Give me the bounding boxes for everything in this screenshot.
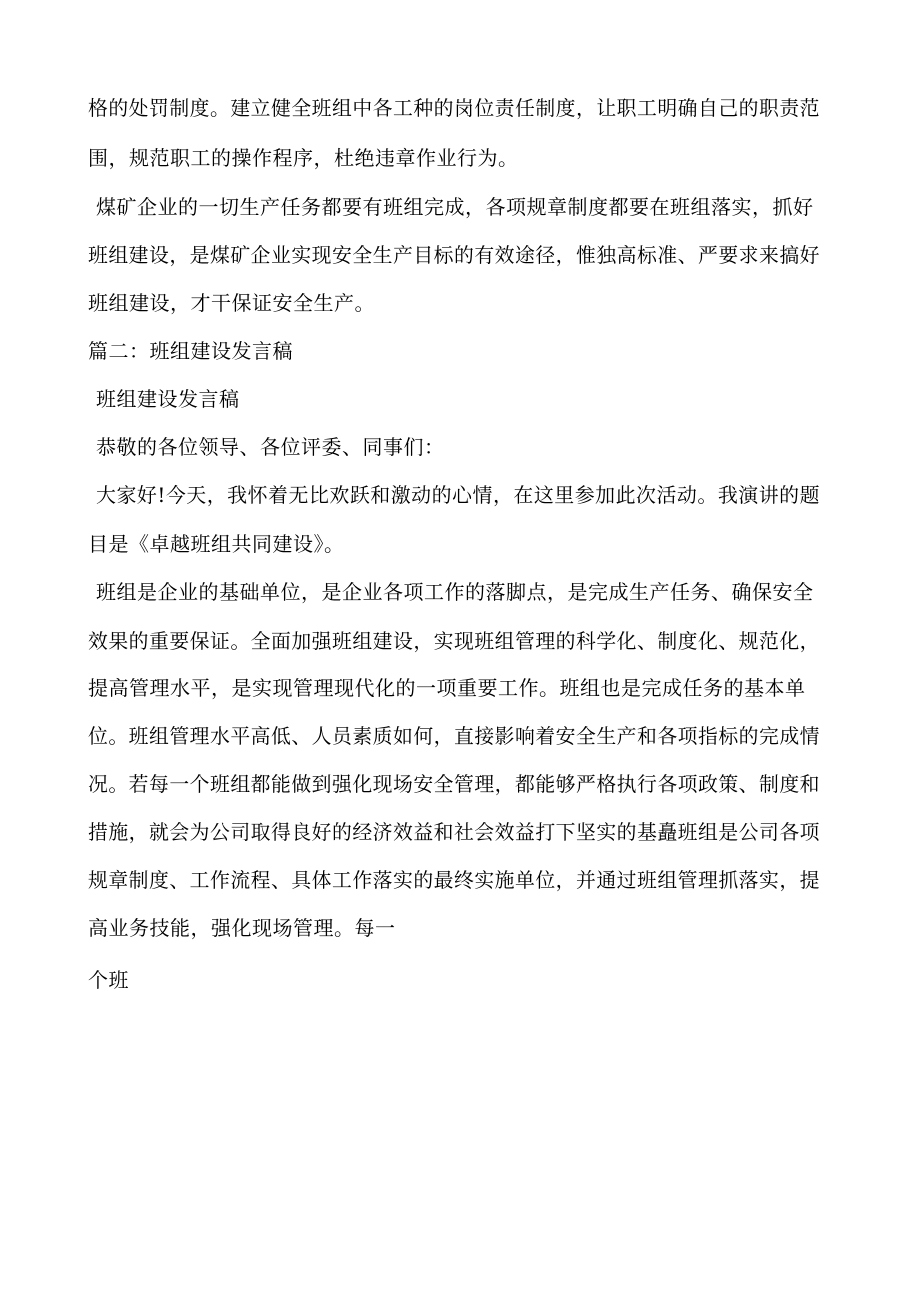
text-line: 围，规范职工的操作程序，杜绝违章作业行为。 xyxy=(88,146,519,170)
section-heading: 篇二：班组建设发言稿 xyxy=(88,339,293,363)
text-line: 提高管理水平，是实现管理现代化的一项重要工作。班组也是完成任务的基本单 xyxy=(88,676,806,700)
text-line: 个班 xyxy=(88,968,129,992)
text-line: 高业务技能，强化现场管理。每一 xyxy=(88,916,396,940)
text-line: 大家好!今天，我怀着无比欢跃和激动的心情，在这里参加此次活动。我演讲的题 xyxy=(96,483,821,507)
text-line: 规章制度、工作流程、具体工作落实的最终实施单位，并通过班组管理抓落实，提 xyxy=(88,868,820,892)
text-line: 况。若每一个班组都能做到强化现场安全管理，都能够严格执行各项政策、制度和 xyxy=(88,772,820,796)
salutation: 恭敬的各位领导、各位评委、同事们： xyxy=(96,435,445,459)
text-line: 目是《卓越班组共同建设》。 xyxy=(88,532,345,556)
text-line: 班组建设，才干保证安全生产。 xyxy=(88,291,375,315)
speech-title: 班组建设发言稿 xyxy=(96,387,240,411)
text-line: 效果的重要保证。全面加强班组建设，实现班组管理的科学化、制度化、规范化， xyxy=(88,629,820,653)
text-line: 班组建设，是煤矿企业实现安全生产目标的有效途径，惟独高标准、严要求来搞好 xyxy=(88,243,820,267)
text-line: 班组是企业的基础单位，是企业各项工作的落脚点，是完成生产任务、确保安全 xyxy=(96,580,814,604)
text-line: 措施，就会为公司取得良好的经济效益和社会效益打下坚实的基矗班组是公司各项 xyxy=(88,820,820,844)
text-line: 位。班组管理水平高低、人员素质如何，直接影响着安全生产和各项指标的完成情 xyxy=(88,724,820,748)
text-line: 格的处罚制度。建立健全班组中各工种的岗位责任制度，让职工明确自己的职责范 xyxy=(88,96,820,120)
text-line: 煤矿企业的一切生产任务都要有班组完成，各项规章制度都要在班组落实，抓好 xyxy=(96,195,814,219)
